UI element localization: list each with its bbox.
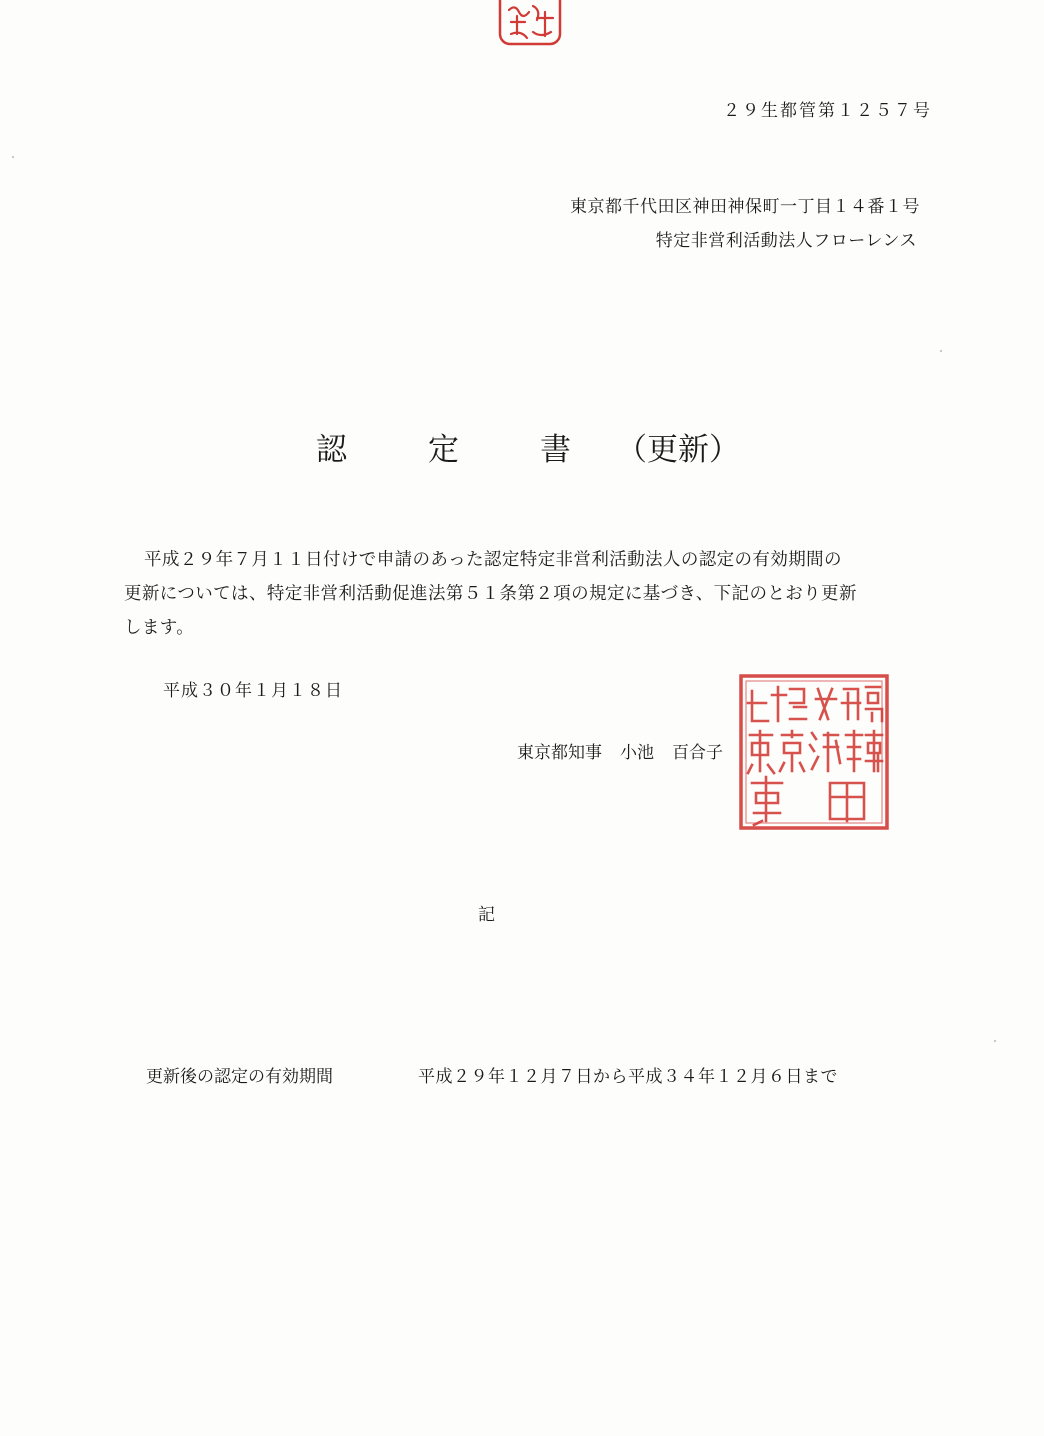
title-char-2: 定: [428, 432, 459, 468]
scan-speck: [12, 156, 14, 158]
recipient-address: 東京都千代田区神田神保町一丁目１４番１号: [570, 197, 920, 217]
signatory: [517, 738, 723, 763]
title-char-1: 認: [316, 432, 347, 468]
body-line-3: します。: [124, 618, 195, 638]
body-line-1: 平成２９年７月１１日付けで申請のあった認定特定非営利活動法人の認定の有効期間の: [144, 550, 842, 570]
title-char-3: 書: [540, 432, 571, 468]
document-title: [316, 424, 740, 469]
issue-date: 平成３０年１月１８日: [163, 681, 343, 701]
title-suffix: （更新）: [616, 432, 740, 468]
signatory-given-name: 百合子: [672, 743, 723, 763]
certificate-body: [124, 543, 934, 645]
signatory-title: 東京都知事: [517, 743, 602, 763]
scan-speck: [994, 1040, 996, 1042]
official-seal-stamp: [738, 673, 890, 831]
scan-speck: [940, 350, 942, 352]
validity-period-value: 平成２９年１２月７日から平成３４年１２月６日まで: [418, 1067, 838, 1087]
recipient-organization: 特定非営利活動法人フローレンス: [655, 231, 917, 251]
document-number: ２９生都管第１２５７号: [723, 101, 932, 121]
validity-period-label: 更新後の認定の有効期間: [146, 1067, 333, 1087]
body-line-2: 更新については、特定非営利活動促進法第５１条第２項の規定に基づき、下記のとおり更新: [124, 584, 857, 604]
top-seal-stamp: [497, 0, 563, 48]
ki-notation: 記: [478, 905, 495, 925]
signatory-surname: 小池: [620, 743, 654, 763]
